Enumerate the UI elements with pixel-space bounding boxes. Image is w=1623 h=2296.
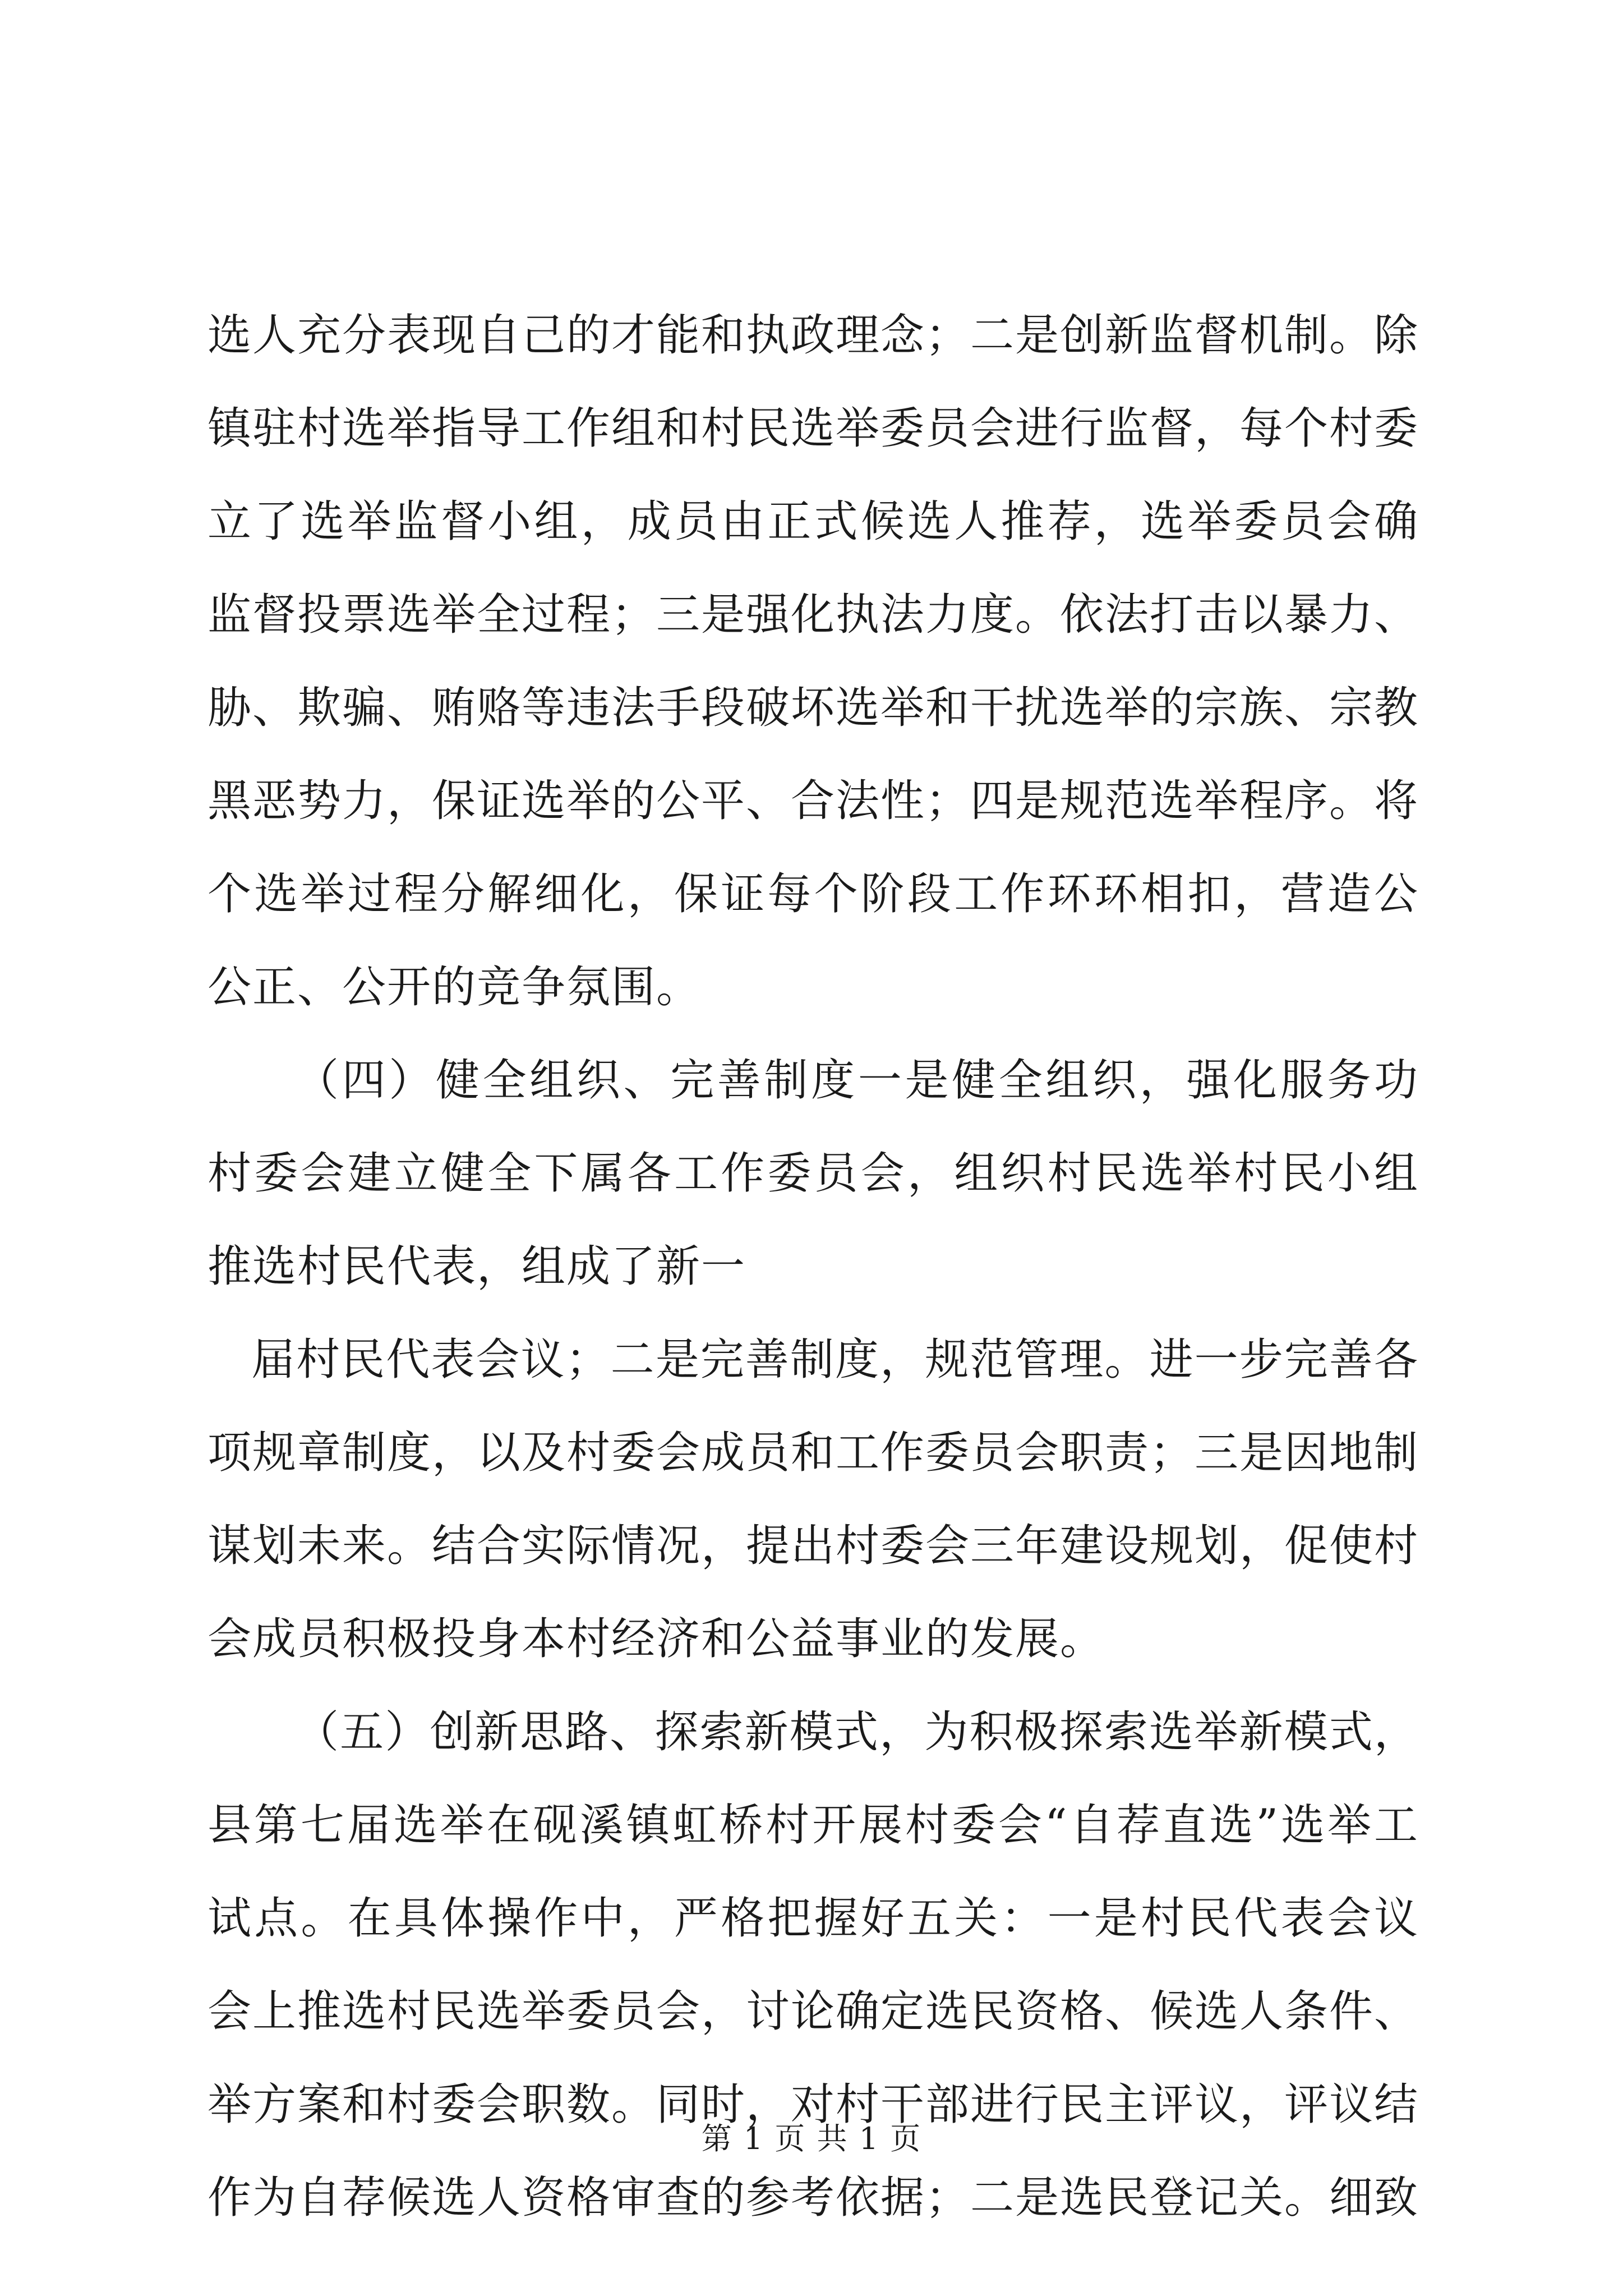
text-line: 试点。在具体操作中，严格把握好五关：一是村民代表会议 bbox=[208, 1893, 1419, 1944]
text-line: 个选举过程分解细化，保证每个阶段工作环环相扣，营造公 bbox=[208, 869, 1419, 919]
text-line: 黑恶势力，保证选举的公平、合法性；四是规范选举程序。将 bbox=[208, 776, 1419, 826]
text-line: 公正、公开的竞争氛围。 bbox=[208, 962, 702, 1013]
text-line: 会上推选村民选举委员会，讨论确定选民资格、候选人条件、 bbox=[208, 1986, 1419, 2037]
text-line: 谋划未来。结合实际情况，提出村委会三年建设规划，促使村 bbox=[208, 1521, 1419, 1571]
text-line: 选人充分表现自己的才能和执政理念；二是创新监督机制。除 bbox=[208, 310, 1419, 361]
text-line: 胁、欺骗、贿赂等违法手段破坏选举和干扰选举的宗族、宗教 bbox=[208, 683, 1419, 733]
section-heading-line: （五）创新思路、探索新模式，为积极探索选举新模式， bbox=[295, 1707, 1419, 1757]
text-line: 监督投票选举全过程；三是强化执法力度。依法打击以暴力、 bbox=[208, 590, 1419, 640]
text-line: 作为自荐候选人资格审查的参考依据；二是选民登记关。细致 bbox=[208, 2173, 1419, 2223]
text-line: 届村民代表会议；二是完善制度，规范管理。进一步完善各 bbox=[251, 1335, 1419, 1385]
text-line: 推选村民代表，组成了新一 bbox=[208, 1241, 746, 1292]
text-line: 村委会建立健全下属各工作委员会，组织村民选举村民小组 bbox=[208, 1148, 1419, 1199]
document-body bbox=[208, 289, 1419, 2244]
text-line: 立了选举监督小组，成员由正式候选人推荐，选举委员会确 bbox=[208, 496, 1419, 547]
text-line: 项规章制度，以及村委会成员和工作委员会职责；三是因地制 bbox=[208, 1428, 1419, 1478]
text-line: 会成员积极投身本村经济和公益事业的发展。 bbox=[208, 1614, 1105, 1664]
text-line: 县第七届选举在砚溪镇虹桥村开展村委会“自荐直选”选举工 bbox=[208, 1800, 1419, 1851]
section-heading-line: （四）健全组织、完善制度一是健全组织，强化服务功 bbox=[295, 1055, 1419, 1106]
page-footer: 第 1 页 共 1 页 bbox=[701, 2121, 922, 2156]
text-line: 举方案和村委会职数。同时，对村干部进行民主评议，评议结 bbox=[208, 2079, 1419, 2130]
text-line: 镇驻村选举指导工作组和村民选举委员会进行监督，每个村委 bbox=[208, 403, 1419, 454]
